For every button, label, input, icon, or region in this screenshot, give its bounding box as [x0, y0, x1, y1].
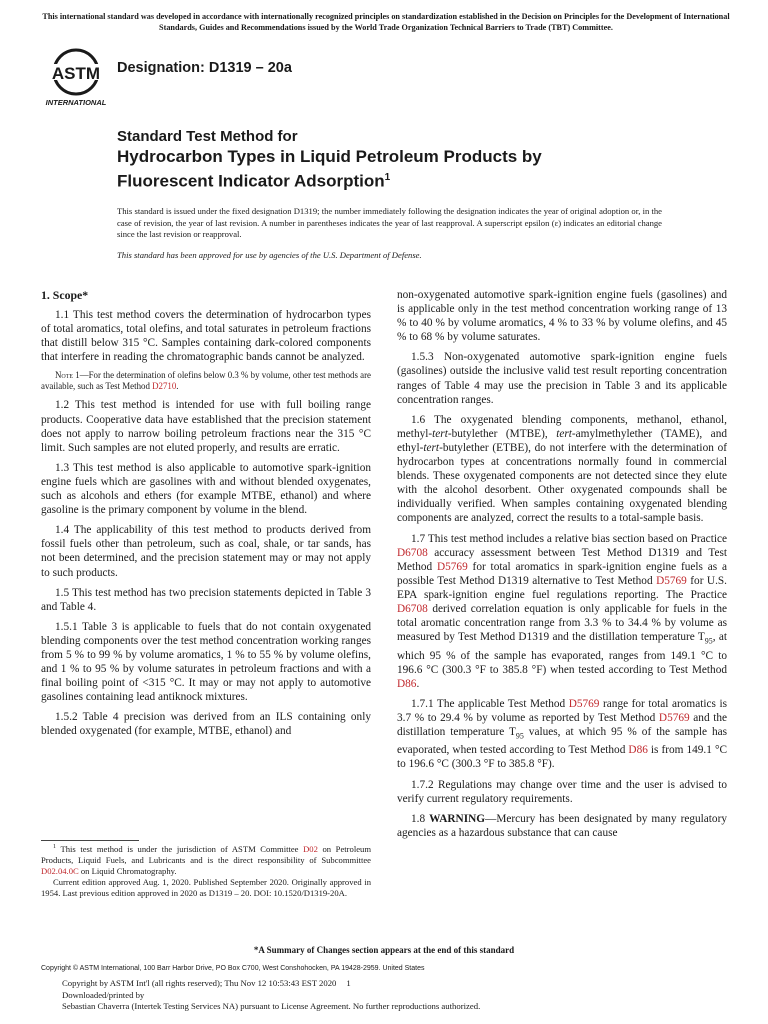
para-1-6-a: 1.6 The oxygenated blending components, methanol, ethanol, methyl-: [397, 413, 727, 440]
tert-2: tert: [556, 427, 572, 440]
para-1-7-f: , at which 95 % of the sample has evaporated, ranges from 149.1 °C to 196.6 °C (300.3 °F to 385.8 °F) when tested according to Test Method: [397, 631, 727, 676]
para-1-6-b: -butylether (MTBE),: [447, 427, 557, 440]
wto-notice: This international standard was developed in accordance with internationally recognized principles on standardization established in the Decision on Principles for the Development of International Standards, Guides and Recommendations issued by the World Trade Organization Technical Barriers to Trade (TBT) Committee.: [42, 12, 730, 32]
note-1-label: Note 1: [55, 370, 80, 381]
summary-of-changes-note: *A Summary of Changes section appears at the end of this standard: [253, 945, 515, 955]
para-1-7-1-a: 1.7.1 The applicable Test Method: [411, 697, 569, 710]
title-line-3: [117, 167, 677, 192]
para-1-6-c: -amylmethylether (TAME), and ethyl-: [397, 427, 727, 454]
download-info: [62, 978, 480, 1013]
para-1-7-b: accuracy assessment between Test Method D1319 and Test Method: [397, 546, 727, 573]
ref-d86-link[interactable]: D86: [397, 677, 417, 690]
para-1-8-text: —Mercury has been designated by many regulatory agencies as a hazardous substance that can cause: [397, 812, 727, 839]
footnote-mark: 1: [53, 844, 57, 850]
para-1-7: [397, 532, 727, 691]
ref-d02-link[interactable]: D02: [303, 843, 318, 854]
ref-d5769-link[interactable]: D5769: [568, 697, 600, 710]
para-1-7-a: 1.7 This test method includes a relative bias section based on Practice: [411, 532, 727, 545]
title-line-3-text: Fluorescent Indicator Adsorption: [117, 171, 385, 191]
para-1-2: 1.2 This test method is intended for use with full boiling range products. Cooperative data have established that the precision statement does not apply to narrow boiling petroleum fractions near the 315 °C limit. Such samples are not eluted properly, and results are erratic.: [41, 399, 371, 454]
para-1-7-c: for total aromatics in spark-ignition engine fuels as a possible Test Method D1319 alternative to Test Method: [397, 560, 727, 587]
footnote-text-b: on Petroleum Products, Liquid Fuels, and Lubricants and is the direct responsibility of Subcommittee: [41, 843, 372, 865]
tert-1: tert: [432, 427, 448, 440]
page-number: 1: [346, 978, 351, 988]
left-column: [41, 288, 371, 745]
ref-d2710-link[interactable]: D2710: [152, 381, 177, 392]
para-1-7-1: [397, 697, 727, 772]
title-footnote-mark: 1: [384, 172, 391, 183]
para-1-7-1-b: range for total aromatics is 3.7 % to 29.4 % by volume as reported by Test Method: [397, 697, 727, 724]
para-1-5-3: 1.5.3 Non-oxygenated automotive spark-ignition engine fuels (gasolines) outside the inclusive valid test result reporting concentration ranges of Table 4 may use the precision in Table 3 and its applicable concentration ranges.: [397, 351, 727, 406]
designation: [117, 60, 292, 76]
designation-code: D1319 – 20a: [208, 60, 292, 76]
download-line-2: Downloaded/printed by: [62, 989, 145, 1000]
note-1: [41, 370, 371, 392]
download-line-3: Sebastian Chaverra (Intertek Testing Services NA) pursuant to License Agreement. No further reproductions authorized.: [62, 1001, 481, 1011]
note-1-text: —For the determination of olefins below 0.3 % by volume, other test methods are available, such as Test Method: [41, 370, 371, 392]
footnote-edition: Current edition approved Aug. 1, 2020. Published September 2020. Originally approved in 1954. Last previous edition approved in 2020 as D1319 – 20. DOI: 10.1520/D1319-20A.: [41, 876, 371, 898]
logo-letters: ASTM: [51, 64, 101, 83]
para-1-5-1: 1.5.1 Table 3 is applicable to fuels that do not contain oxygenated blending components over the test method concentration working ranges from 5 % to 99 % by volume aromatics, 1 % to 55 % by volume olefins, and 1 % to 95 % by volume saturates in petroleum fractions and with a final boiling point of <315 °C. It may or may not apply to automotive gasolines containing lead antiknock mixtures.: [41, 620, 371, 704]
para-1-3: 1.3 This test method is also applicable to automotive spark-ignition engine fuels which are gasolines with and without blended oxygenates, such as alcohols and ethers (for example MTBE, ethanol) and where gasoline is the primary component by volume in the blend.: [41, 461, 371, 517]
ref-d86-link[interactable]: D86: [628, 744, 648, 757]
subscript-95: 95: [704, 636, 713, 646]
para-1-5-2-cont: non-oxygenated automotive spark-ignition engine fuels (gasolines) and is applicable only in the test method concentration working range of 13 % to 40 % by volume aromatics, 4 % to 33 % by volume olefins, and 45 % to 68 % by volume saturates.: [397, 289, 727, 344]
para-1-7-1-e: is from 149.1 °C to 196.6 °C (300.3 °F to 385.8 °F).: [397, 744, 728, 771]
copyright-line: Copyright © ASTM International, 100 Barr Harbor Drive, PO Box C700, West Conshohocken, PA 19428-2959. United States: [41, 965, 425, 972]
footnote-1: [41, 842, 371, 899]
document-title: [117, 127, 677, 192]
para-1-7-e: derived correlation equation is only applicable for fuels in the total aromatic concentration range from 3.3 % to 34.4 % by volume as measured by Test Method D1319 and the distillation temperature T: [397, 602, 727, 644]
para-1-8: [397, 812, 727, 840]
para-1-8-num: 1.8: [411, 812, 430, 825]
ref-d5769-link[interactable]: D5769: [436, 560, 468, 573]
para-1-7-1-c: and the distillation temperature T: [397, 711, 727, 738]
warning-label: WARNING: [429, 812, 486, 825]
ref-d02-04-0c-link[interactable]: D02.04.0C: [41, 865, 79, 876]
para-1-7-d: for U.S. EPA spark-ignition engine fuel regulations reporting. The Practice: [397, 574, 727, 601]
tert-3: tert: [423, 441, 440, 454]
ref-d5769-link[interactable]: D5769: [656, 574, 687, 587]
dod-approval: This standard has been approved for use by agencies of the U.S. Department of Defense.: [117, 250, 422, 260]
footnote-rule: [41, 840, 139, 841]
para-1-7-2: 1.7.2 Regulations may change over time and the user is advised to verify current regulatory requirements.: [397, 778, 727, 805]
para-1-5-2: 1.5.2 Table 4 precision was derived from an ILS containing only blended oxygenated (for example, MTBE, ethanol) and: [41, 711, 371, 738]
astm-logo: [40, 48, 112, 108]
issued-statement: This standard is issued under the fixed designation D1319; the number immediately following the designation indicates the year of original adoption or, in the case of revision, the year of last revision. A number in parentheses indicates the year of last reapproval. A superscript epsilon (ε) indicates an editorial change since the last revision or reapproval.: [117, 206, 662, 239]
ref-d5769-link[interactable]: D5769: [658, 711, 690, 724]
ref-d6708-link[interactable]: D6708: [397, 546, 428, 559]
note-1-end: .: [176, 381, 179, 392]
footnote-text-c: on Liquid Chromatography.: [78, 865, 177, 876]
footnote-text-a: This test method is under the jurisdiction of ASTM Committee: [60, 843, 304, 854]
designation-label: Designation:: [117, 60, 209, 76]
title-line-1: Standard Test Method for: [117, 128, 298, 145]
footnote-jurisdiction: [41, 842, 371, 877]
download-line-1: Copyright by ASTM Int'l (all rights reserved); Thu Nov 12 10:53:43 EST 2020: [62, 978, 337, 988]
astm-logo-icon: [40, 48, 112, 108]
ref-d6708-link[interactable]: D6708: [397, 602, 428, 615]
right-column: [397, 288, 727, 846]
title-line-2: Hydrocarbon Types in Liquid Petroleum Products by: [117, 147, 542, 166]
para-1-6-d: -butylether (ETBE), do not interfere with the determination of hydrocarbon types at concentrations normally found in commercial blends. These oxygenated components are not detected since they elute with the alcohol desorbent. Other oxygenated compounds shall be individually verified. When samples containing oxygenated blending components are analyzed, correct the results to a total-sample basis.: [397, 441, 727, 525]
scope-heading: 1. Scope*: [41, 288, 89, 302]
para-1-5: 1.5 This test method has two precision statements depicted in Table 3 and Table 4.: [41, 586, 371, 613]
para-1-4: 1.4 The applicability of this test method to products derived from fossil fuels other than petroleum, such as coal, shale, or tar sands, has not been determined, and the precision statement may or may not apply to such products.: [41, 524, 371, 579]
subscript-95: 95: [515, 731, 524, 741]
para-1-7-1-d: values, at which 95 % of the sample has evaporated, when tested according to Test Method: [397, 725, 727, 757]
logo-subtext: INTERNATIONAL: [45, 98, 107, 107]
para-1-6: [397, 413, 727, 526]
period: .: [416, 677, 420, 690]
para-1-1: 1.1 This test method covers the determination of hydrocarbon types of total aromatics, total olefins, and total saturates in petroleum fractions that distill below 315 °C. Samples containing dark-colored components that interfere in reading the chromatographic bands cannot be analyzed.: [41, 309, 371, 364]
